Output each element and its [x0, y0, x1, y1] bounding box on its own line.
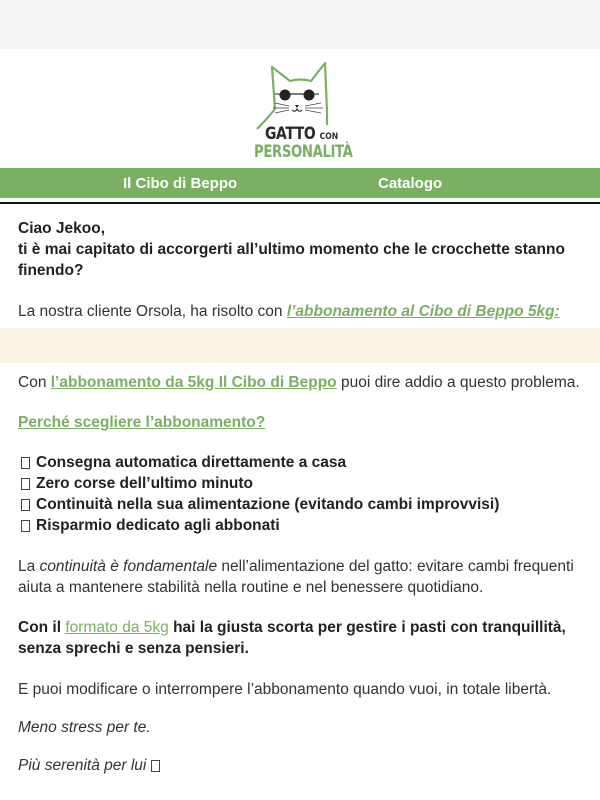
list-item [18, 494, 582, 515]
benefit-text: Continuità nella sua alimentazione (evitando cambi improvvisi) [36, 496, 500, 513]
format-paragraph [18, 617, 582, 659]
less-stress-line: Meno stress per te. [18, 719, 151, 736]
benefit-text: Zero corse dell’ultimo minuto [36, 475, 254, 492]
nav-item-il-cibo-di-beppo[interactable]: Il Cibo di Beppo [123, 174, 238, 192]
benefit-text: Consegna automatica direttamente a casa [36, 454, 347, 471]
p2-suffix: puoi dire addio a questo problema. [336, 374, 580, 391]
p2-prefix: Con [18, 374, 51, 391]
why-subscription-link[interactable]: Perché scegliere l’abbonamento? [18, 414, 266, 431]
subscription-link-intro[interactable]: l’abbonamento al Cibo di Beppo 5kg: [286, 303, 560, 320]
nav-item-catalogo[interactable]: Catalogo [378, 174, 443, 192]
missing-glyph-icon [21, 478, 30, 490]
logo-word-con: CON [319, 132, 339, 142]
format-5kg-link[interactable]: formato da 5kg [65, 619, 169, 636]
image-placeholder-band [0, 328, 600, 363]
p4-prefix: La [18, 558, 40, 575]
logo-text-line1 [265, 124, 340, 144]
serenity-text: Più serenità per lui [18, 757, 151, 774]
missing-glyph-icon [151, 760, 160, 772]
greeting-salutation: Ciao Jekoo, [18, 220, 105, 237]
p4-emphasis: continuità è fondamentale [39, 558, 218, 575]
continuity-paragraph [18, 556, 582, 598]
p4-suffix: nell’alimentazione del gatto: evitare cambi frequenti aiuta a mantenere stabilità nella routine e nel benessere quotidiano. [18, 558, 574, 596]
missing-glyph-icon [21, 520, 30, 532]
nav-bar [0, 168, 600, 198]
benefits-list [18, 452, 582, 536]
greeting [18, 204, 582, 281]
email-body-continued [0, 372, 600, 776]
list-item [18, 473, 582, 494]
p5-prefix: Con il [18, 619, 66, 636]
subscription-paragraph [18, 372, 582, 393]
missing-glyph-icon [21, 499, 30, 511]
intro-text: La nostra cliente Orsola, ha risolto con [18, 303, 287, 320]
p5-suffix: hai la giusta scorta per gestire i pasti con tranquillità, senza sprechi e senza pensieri. [18, 619, 566, 657]
list-item [18, 452, 582, 473]
header-logo-area [0, 49, 600, 168]
freedom-paragraph: E puoi modificare o interrompere l’abbonamento quando vuoi, in totale libertà. [18, 681, 552, 698]
benefit-text: Risparmio dedicato agli abbonati [36, 517, 280, 534]
brand-logo[interactable] [245, 57, 355, 161]
greeting-question: ti è mai capitato di accorgerti all’ultimo momento che le crocchette stanno finendo? [18, 241, 565, 279]
more-serenity-line [18, 755, 582, 776]
top-band [0, 0, 600, 49]
logo-word-personalita: PERSONALITÀ [254, 142, 353, 162]
missing-glyph-icon [21, 457, 30, 469]
why-paragraph [18, 412, 582, 433]
list-item [18, 515, 582, 536]
subscription-link-5kg[interactable]: l’abbonamento da 5kg Il Cibo di Beppo [50, 374, 337, 391]
email-body [0, 204, 600, 322]
intro-paragraph [18, 301, 582, 322]
logo-word-gatto: GATTO [265, 124, 316, 144]
